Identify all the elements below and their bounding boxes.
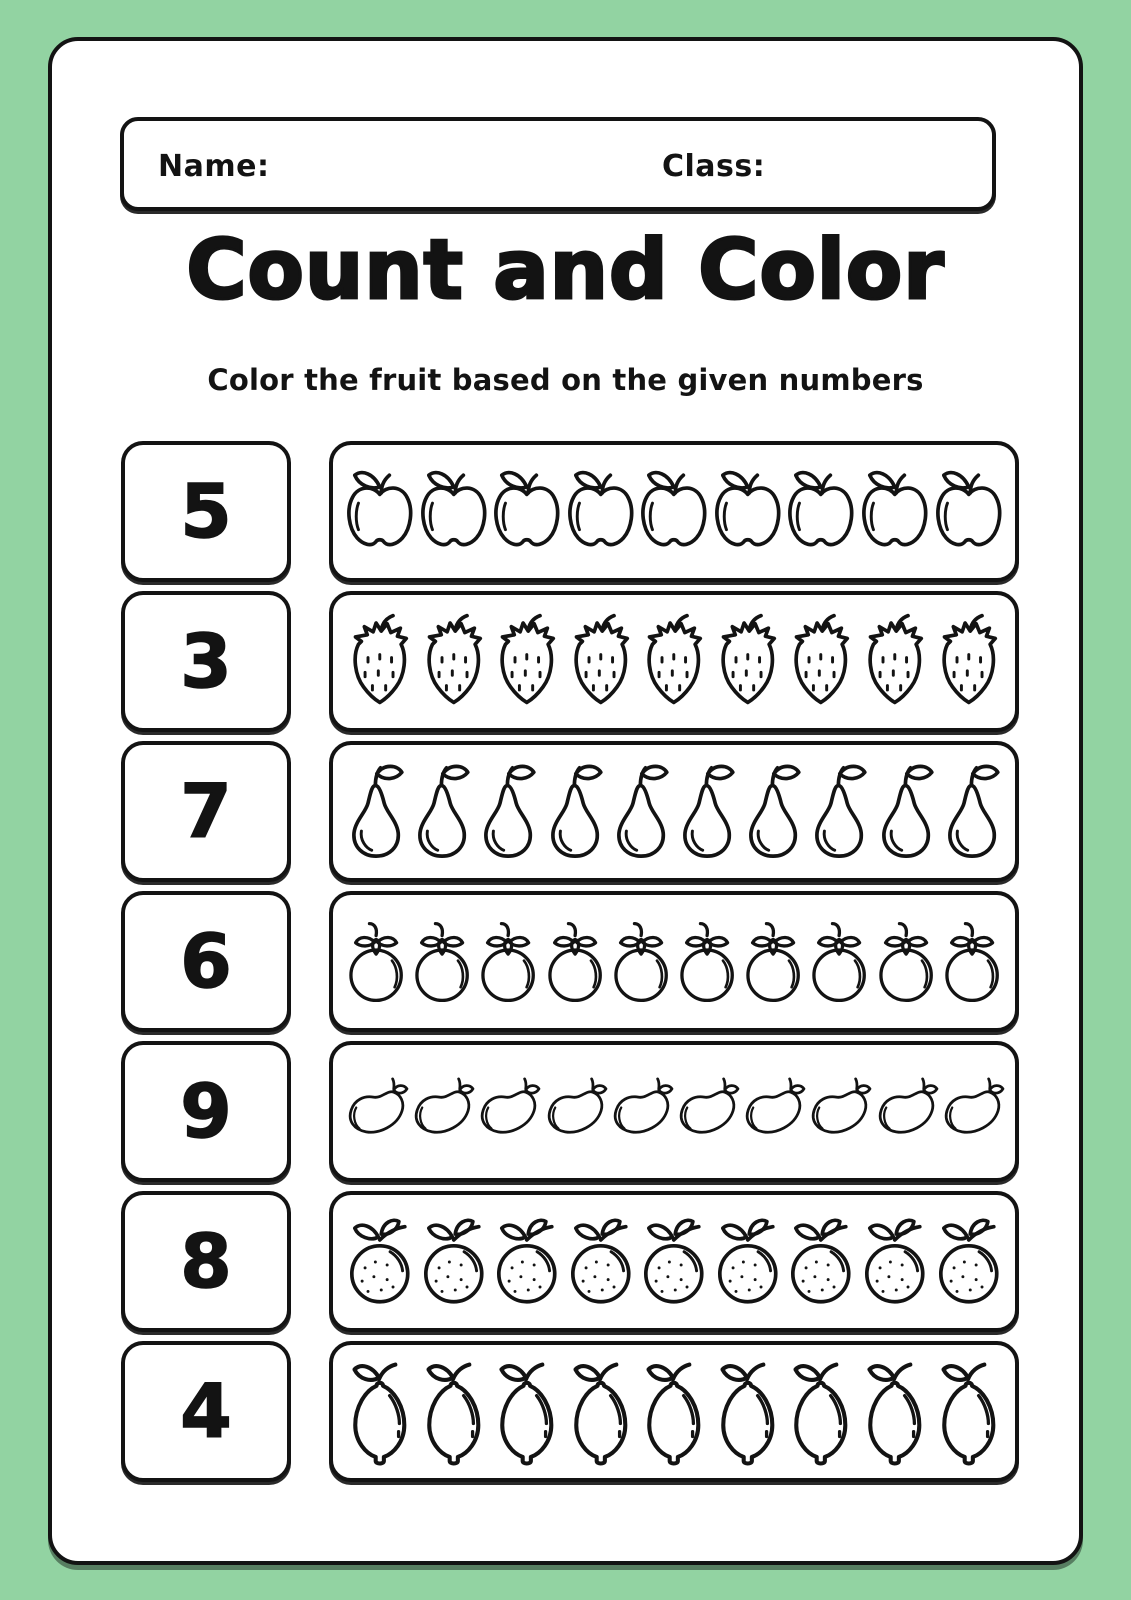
lemon-icon (637, 1353, 711, 1471)
fruit-box (329, 891, 1019, 1032)
mangosteen-icon (873, 903, 939, 1021)
orange-icon (564, 1203, 638, 1321)
mangosteen-icon (608, 903, 674, 1021)
mango-icon (740, 1053, 806, 1171)
mango-icon (343, 1053, 409, 1171)
apple-icon (858, 453, 932, 571)
orange-icon (932, 1203, 1006, 1321)
fruit-box (329, 591, 1019, 732)
mango-icon (873, 1053, 939, 1171)
row-number: 9 (180, 1068, 232, 1155)
row-number: 4 (180, 1368, 232, 1455)
worksheet-row (52, 591, 1079, 732)
apple-icon (417, 453, 491, 571)
lemon-icon (932, 1353, 1006, 1471)
rows (52, 441, 1079, 1491)
pear-icon (542, 753, 608, 871)
pear-icon (806, 753, 872, 871)
worksheet-row (52, 1341, 1079, 1482)
class-label: Class: (662, 149, 766, 184)
mango-icon (674, 1053, 740, 1171)
mangosteen-icon (542, 903, 608, 1021)
lemon-icon (343, 1353, 417, 1471)
apple-icon (784, 453, 858, 571)
pear-icon (475, 753, 541, 871)
orange-icon (417, 1203, 491, 1321)
number-box (121, 441, 291, 582)
lemon-icon (784, 1353, 858, 1471)
worksheet-row (52, 1041, 1079, 1182)
mango-icon (409, 1053, 475, 1171)
worksheet-row (52, 741, 1079, 882)
strawberry-icon (711, 603, 785, 721)
page-subtitle: Color the fruit based on the given numbers (207, 363, 924, 397)
worksheet-row (52, 1191, 1079, 1332)
mangosteen-icon (343, 903, 409, 1021)
pear-icon (409, 753, 475, 871)
worksheet-row (52, 891, 1079, 1032)
orange-icon (858, 1203, 932, 1321)
strawberry-icon (417, 603, 491, 721)
number-box (121, 891, 291, 1032)
strawberry-icon (564, 603, 638, 721)
apple-icon (932, 453, 1006, 571)
fruit-box (329, 1191, 1019, 1332)
orange-icon (343, 1203, 417, 1321)
pear-icon (740, 753, 806, 871)
strawberry-icon (637, 603, 711, 721)
strawberry-icon (784, 603, 858, 721)
lemon-icon (417, 1353, 491, 1471)
pear-icon (674, 753, 740, 871)
number-box (121, 741, 291, 882)
mangosteen-icon (674, 903, 740, 1021)
number-box (121, 591, 291, 732)
name-label: Name: (158, 149, 270, 184)
apple-icon (711, 453, 785, 571)
mangosteen-icon (806, 903, 872, 1021)
lemon-icon (490, 1353, 564, 1471)
row-number: 3 (180, 618, 232, 705)
row-number: 6 (180, 918, 232, 1005)
orange-icon (711, 1203, 785, 1321)
pear-icon (873, 753, 939, 871)
strawberry-icon (858, 603, 932, 721)
strawberry-icon (932, 603, 1006, 721)
worksheet-card (48, 37, 1083, 1565)
fruit-box (329, 1341, 1019, 1482)
apple-icon (343, 453, 417, 571)
lemon-icon (564, 1353, 638, 1471)
fruit-box (329, 741, 1019, 882)
mango-icon (475, 1053, 541, 1171)
mangosteen-icon (740, 903, 806, 1021)
row-number: 7 (180, 768, 232, 855)
fruit-box (329, 1041, 1019, 1182)
orange-icon (784, 1203, 858, 1321)
row-number: 8 (180, 1218, 232, 1305)
pear-icon (939, 753, 1005, 871)
fruit-box (329, 441, 1019, 582)
strawberry-icon (343, 603, 417, 721)
mango-icon (608, 1053, 674, 1171)
mango-icon (939, 1053, 1005, 1171)
page-title: Count and Color (186, 223, 945, 318)
lemon-icon (858, 1353, 932, 1471)
orange-icon (490, 1203, 564, 1321)
number-box (121, 1041, 291, 1182)
strawberry-icon (490, 603, 564, 721)
mangosteen-icon (475, 903, 541, 1021)
lemon-icon (711, 1353, 785, 1471)
mangosteen-icon (409, 903, 475, 1021)
name-class-box (120, 117, 996, 211)
apple-icon (490, 453, 564, 571)
orange-icon (637, 1203, 711, 1321)
mango-icon (806, 1053, 872, 1171)
apple-icon (637, 453, 711, 571)
mangosteen-icon (939, 903, 1005, 1021)
row-number: 5 (180, 468, 232, 555)
apple-icon (564, 453, 638, 571)
number-box (121, 1341, 291, 1482)
worksheet-row (52, 441, 1079, 582)
pear-icon (343, 753, 409, 871)
number-box (121, 1191, 291, 1332)
pear-icon (608, 753, 674, 871)
mango-icon (542, 1053, 608, 1171)
